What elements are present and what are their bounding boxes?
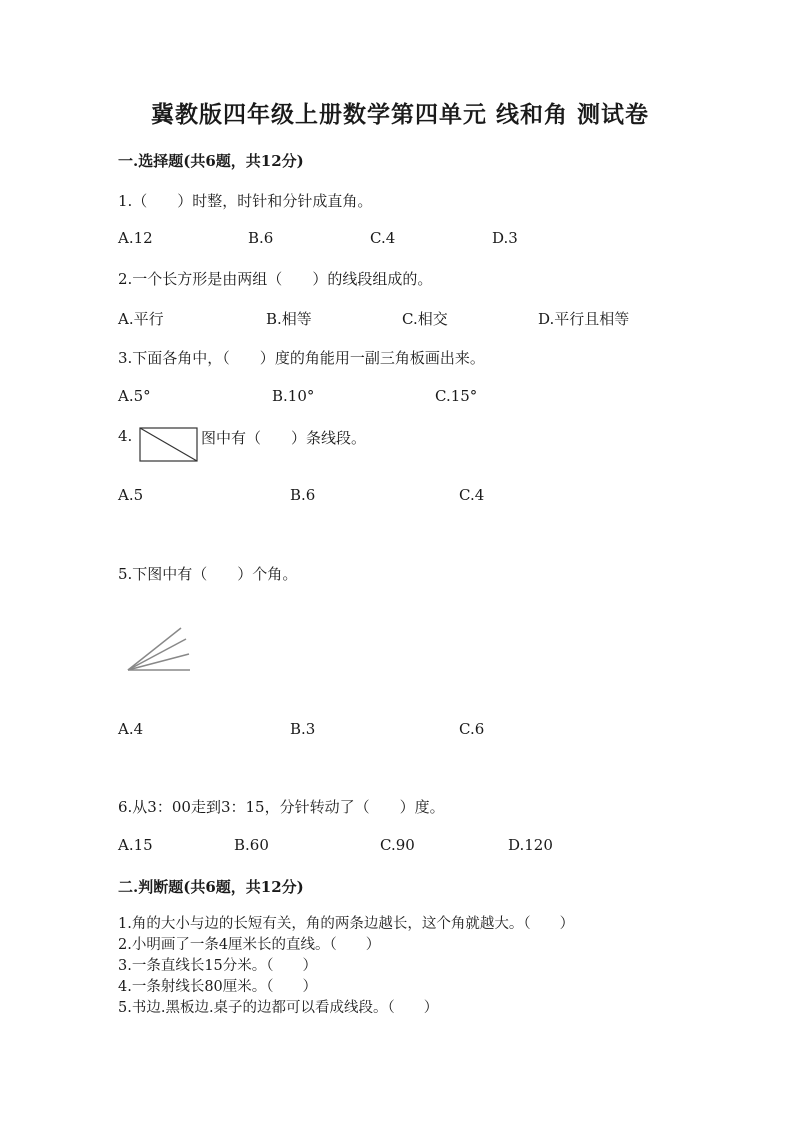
ray-2 xyxy=(128,639,186,670)
q2-option-b: B.相等 xyxy=(266,310,312,328)
section1-heading: 一.选择题(共6题，共12分) xyxy=(118,152,304,170)
q6-option-a: A.15 xyxy=(118,836,153,854)
section2-heading: 二.判断题(共6题，共12分) xyxy=(118,878,304,896)
q2-option-d: D.平行且相等 xyxy=(538,310,630,328)
diagonal-line xyxy=(140,428,197,461)
q4-option-a: A.5 xyxy=(118,486,144,504)
q6-option-b: B.60 xyxy=(234,836,269,854)
question-6: 6.从3：00走到3：15，分针转动了（ ）度。 xyxy=(118,798,445,816)
q4-option-b: B.6 xyxy=(290,486,316,504)
page-title: 冀教版四年级上册数学第四单元 线和角 测试卷 xyxy=(150,101,649,128)
q5-option-a: A.4 xyxy=(118,720,144,738)
q2-option-c: C.相交 xyxy=(402,310,448,328)
question-1: 1.（ ）时整，时针和分针成直角。 xyxy=(118,192,373,210)
question-4-number: 4. xyxy=(118,427,133,445)
q5-option-c: C.6 xyxy=(459,720,485,738)
q1-option-d: D.3 xyxy=(492,229,518,247)
question-3: 3.下面各角中，（ ）度的角能用一副三角板画出来。 xyxy=(118,349,485,367)
question-2: 2.一个长方形是由两组（ ）的线段组成的。 xyxy=(118,270,433,288)
q3-option-b: B.10° xyxy=(272,387,315,405)
judge-item-2: 2.小明画了一条4厘米长的直线。（ ） xyxy=(118,937,381,953)
rays-angle-figure xyxy=(126,624,192,674)
q6-option-d: D.120 xyxy=(508,836,553,854)
question-5: 5.下图中有（ ）个角。 xyxy=(118,565,298,583)
q5-option-b: B.3 xyxy=(290,720,316,738)
judge-item-1: 1.角的大小与边的长短有关，角的两条边越长，这个角就越大。（ ） xyxy=(118,916,575,932)
question-4: 图中有（ ）条线段。 xyxy=(201,429,367,447)
judge-item-5: 5.书边.黑板边.桌子的边都可以看成线段。（ ） xyxy=(118,1000,439,1016)
judge-item-3: 3.一条直线长15分米。（ ） xyxy=(118,958,318,974)
q3-option-c: C.15° xyxy=(435,387,478,405)
q2-option-a: A.平行 xyxy=(118,310,164,328)
rectangle-diagonal-figure xyxy=(139,427,199,463)
q4-option-c: C.4 xyxy=(459,486,485,504)
q1-option-c: C.4 xyxy=(370,229,396,247)
q1-option-b: B.6 xyxy=(248,229,274,247)
q6-option-c: C.90 xyxy=(380,836,415,854)
judge-item-4: 4.一条射线长80厘米。（ ） xyxy=(118,979,318,995)
q1-option-a: A.12 xyxy=(118,229,153,247)
q3-option-a: A.5° xyxy=(118,387,151,405)
